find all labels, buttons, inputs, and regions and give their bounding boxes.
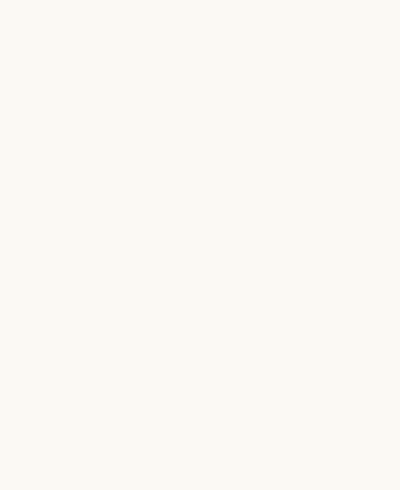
- figure-caption: [0, 462, 400, 482]
